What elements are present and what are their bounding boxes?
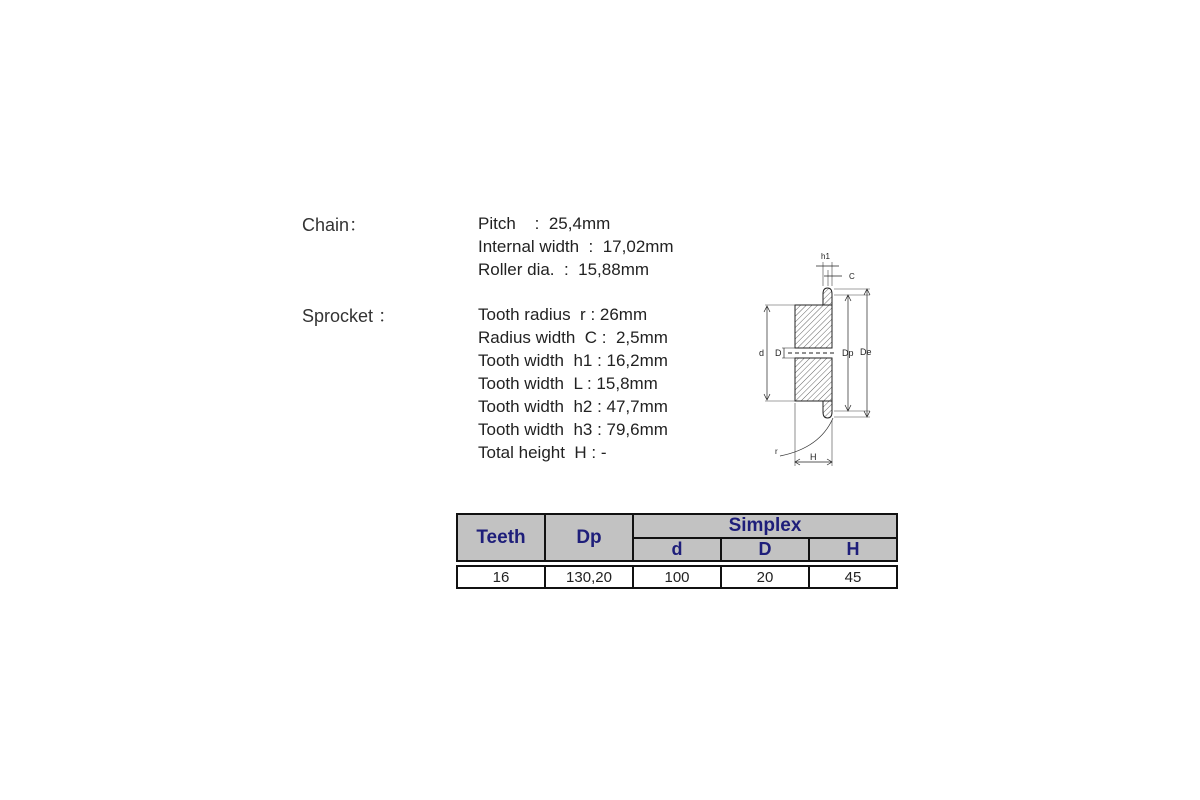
col-header-teeth: Teeth xyxy=(457,514,545,561)
sprocket-spec-h3: Tooth width h3 : 79,6mm xyxy=(478,420,668,439)
chain-specs xyxy=(478,212,674,281)
chain-label: Chain： xyxy=(302,215,368,235)
sprocket-spec-l: Tooth width L : 15,8mm xyxy=(478,374,658,393)
sprocket-dimensions-table xyxy=(456,513,898,589)
sprocket-cross-section-diagram xyxy=(750,248,890,473)
hub-lower-section xyxy=(795,358,832,401)
sprocket-spec-total-height: Total height H : - xyxy=(478,443,607,462)
diagram-label-dp: Dp xyxy=(842,348,854,358)
diagram-label-h: H xyxy=(810,452,817,462)
chain-spec-roller-dia: Roller dia. : 15,88mm xyxy=(478,260,650,279)
sprocket-spec-h2: Tooth width h2 : 47,7mm xyxy=(478,397,668,416)
diagram-label-r: r xyxy=(775,447,778,456)
cell-teeth: 16 xyxy=(457,566,545,588)
table-row xyxy=(457,566,897,588)
col-header-d: d xyxy=(633,538,721,561)
diagram-label-de: De xyxy=(860,347,872,357)
cell-dp: 130,20 xyxy=(545,566,633,588)
tooth-upper xyxy=(823,288,832,305)
cell-big-d: 20 xyxy=(721,566,809,588)
chain-spec-internal-width: Internal width : 17,02mm xyxy=(478,237,674,256)
col-header-dp: Dp xyxy=(545,514,633,561)
chain-spec-pitch: Pitch : 25,4mm xyxy=(478,214,611,233)
col-header-big-d: D xyxy=(721,538,809,561)
col-header-h: H xyxy=(809,538,897,561)
tooth-lower xyxy=(823,401,832,418)
diagram-label-big-d: D xyxy=(775,348,782,358)
cell-d: 100 xyxy=(633,566,721,588)
hub-upper-section xyxy=(795,305,832,348)
sprocket-spec-h1: Tooth width h1 : 16,2mm xyxy=(478,351,668,370)
diagram-label-c: C xyxy=(849,272,855,281)
cell-h: 45 xyxy=(809,566,897,588)
diagram-label-d: d xyxy=(759,348,765,358)
tooth-radius-arc xyxy=(780,418,833,456)
col-header-simplex: Simplex xyxy=(633,514,897,538)
sprocket-spec-radius-width: Radius width C : 2,5mm xyxy=(478,328,668,347)
sprocket-label: Sprocket ： xyxy=(302,306,397,326)
diagram-label-h1: h1 xyxy=(821,252,830,261)
sprocket-spec-tooth-radius: Tooth radius r : 26mm xyxy=(478,305,648,324)
sprocket-specs xyxy=(478,303,668,464)
